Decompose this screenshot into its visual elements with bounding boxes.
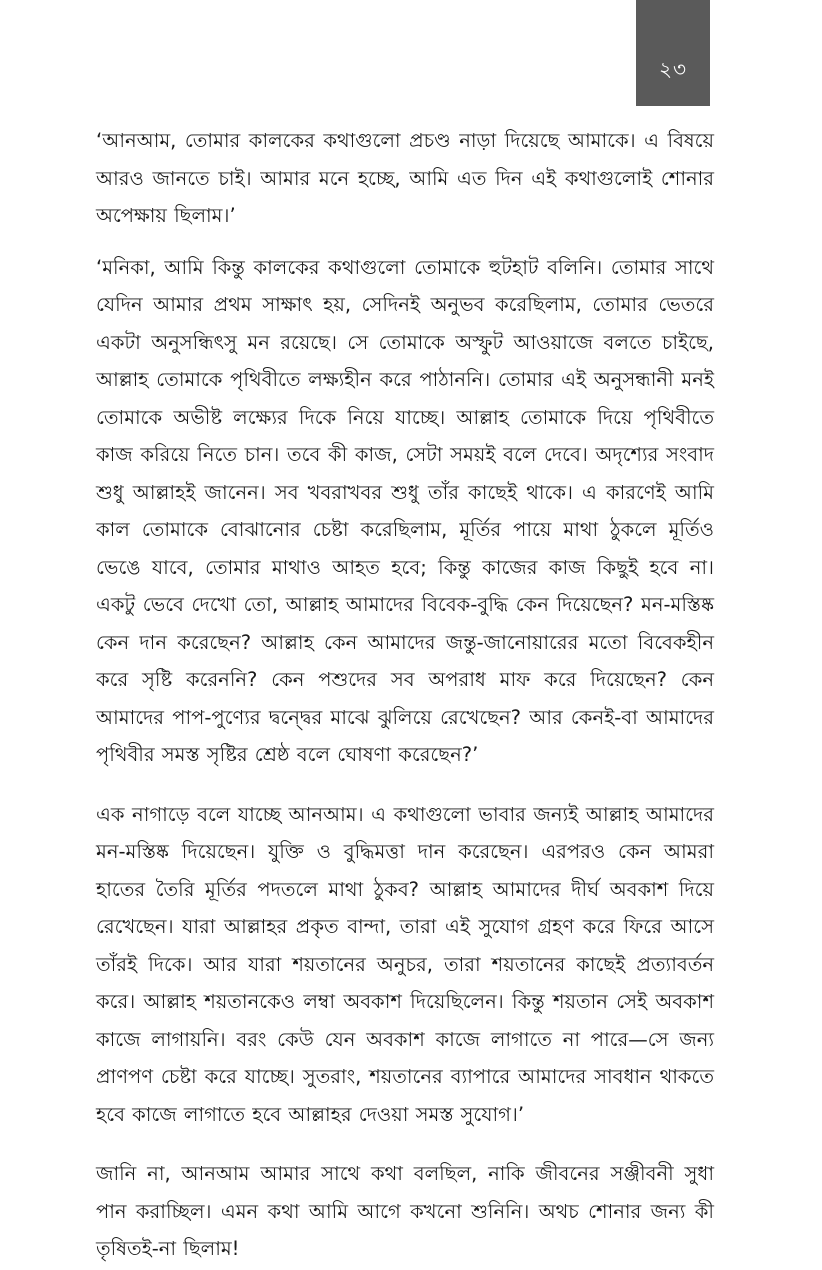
paragraph-3: এক নাগাড়ে বলে যাচ্ছে আনআম। এ কথাগুলো ভাবার জন্যই আল্লাহ আমাদের মন-মস্তিষ্ক দিয়েছেন। যুক্তি ও বুদ্ধিমত্তা দান করেছেন। এরপরও কেন আমরা হাতের তৈরি মূর্তির পদতলে মাথা ঠুকব? আল্লাহ আমাদের দীর্ঘ অবকাশ দিয়ে রেখেছেন। যারা আল্লাহর প্রকৃত বান্দা, তারা এই সুযোগ গ্রহণ করে ফিরে আসে তাঁরই দিকে। আর যারা শয়তানের অনুচর, তারা শয়তানের কাছেই প্রত্যাবর্তন করে। আল্লাহ শয়তানকেও লম্বা অবকাশ দিয়েছিলেন। কিন্তু শয়তান সেই অবকাশ কাজে লাগায়নি। বরং কেউ যেন অবকাশ কাজে লাগাতে না পারে—সে জন্য প্রাণপণ চেষ্টা করে যাচ্ছে। সুতরাং, শয়তানের ব্যাপারে আমাদের সাবধান থাকতে হবে কাজে লাগাতে হবে আল্লাহর দেওয়া সমস্ত সুযোগ।’ [96,802,714,1126]
page-number: ২৩ [658,57,687,81]
paragraph-2: ‘মনিকা, আমি কিন্তু কালকের কথাগুলো তোমাকে হুটহাট বলিনি। তোমার সাথে যেদিন আমার প্রথম সাক্ষাৎ হয়, সেদিনই অনুভব করেছিলাম, তোমার ভেতরে একটা অনুসন্ধিৎসু মন রয়েছে। সে তোমাকে অস্ফুট আওয়াজে বলতে চাইছে, আল্লাহ তোমাকে পৃথিবীতে লক্ষ্যহীন করে পাঠাননি। তোমার এই অনুসন্ধানী মনই তোমাকে অভীষ্ট লক্ষ্যের দিকে নিয়ে যাচ্ছে। আল্লাহ তোমাকে দিয়ে পৃথিবীতে কাজ করিয়ে নিতে চান। তবে কী কাজ, সেটা সময়ই বলে দেবে। অদৃশ্যের সংবাদ শুধু আল্লাহই জানেন। সব খবরাখবর শুধু তাঁর কাছেই থাকে। এ কারণেই আমি কাল তোমাকে বোঝানোর চেষ্টা করেছিলাম, মূর্তির পায়ে মাথা ঠুকলে মূর্তিও ভেঙে যাবে, তোমার মাথাও আহত হবে; কিন্তু কাজের কাজ কিছুই হবে না। একটু ভেবে দেখো তো, আল্লাহ আমাদের বিবেক-বুদ্ধি কেন দিয়েছেন? মন-মস্তিষ্ক কেন দান করেছেন? আল্লাহ কেন আমাদের জন্তু-জানোয়ারের মতো বিবেকহীন করে সৃষ্টি করেননি? কেন পশুদের সব অপরাধ মাফ করে দিয়েছেন? কেন আমাদের পাপ-পুণ্যের দ্বন্দ্বের মাঝে ঝুলিয়ে রেখেছেন? আর কেনই-বা আমাদের পৃথিবীর সমস্ত সৃষ্টির শ্রেষ্ঠ বলে ঘোষণা করেছেন?’ [96,255,714,766]
page-body [96,122,714,1268]
page-number-badge [636,0,710,106]
paragraph-4: জানি না, আনআম আমার সাথে কথা বলছিল, নাকি জীবনের সঞ্জীবনী সুধা পান করাচ্ছিল। এমন কথা আমি আগে কখনো শুনিনি। অথচ শোনার জন্য কী তৃষিতই-না ছিলাম! [96,1162,714,1260]
paragraph-1: ‘আনআম, তোমার কালকের কথাগুলো প্রচণ্ড নাড়া দিয়েছে আমাকে। এ বিষয়ে আরও জানতে চাই। আমার মনে হচ্ছে, আমি এত দিন এই কথাগুলোই শোনার অপেক্ষায় ছিলাম।’ [96,129,714,227]
